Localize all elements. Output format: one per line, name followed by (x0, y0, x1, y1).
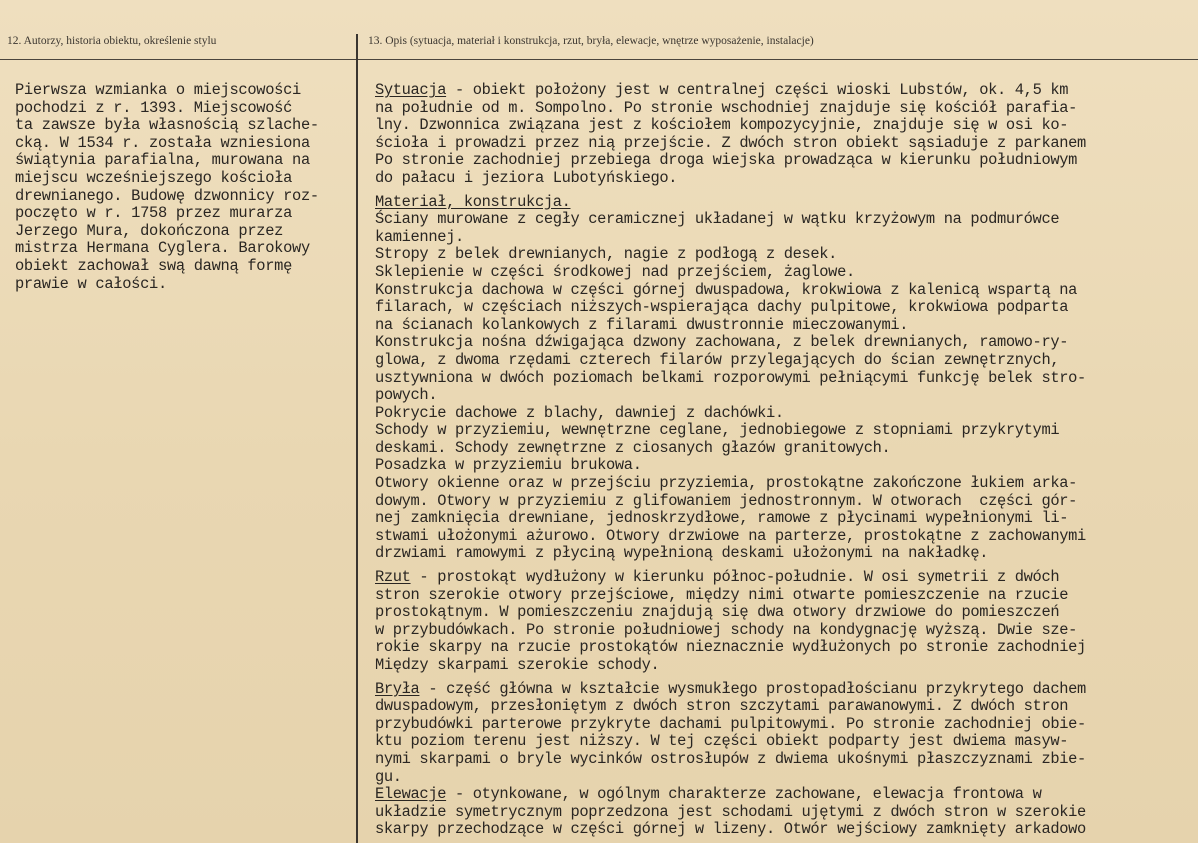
history-line: miejscu wcześniejszego kościoła (15, 168, 293, 187)
history-line: pochodzi z r. 1393. Miejscowość (15, 98, 293, 117)
sytuacja-line: Po stronie zachodniej przebiega droga wiejska prowadząca w kierunku południowym (375, 151, 1077, 170)
bryla-heading: Bryła (375, 679, 420, 698)
history-line: Pierwsza wzmianka o miejscowości (15, 81, 301, 99)
material-line: Schody w przyziemiu, wewnętrzne ceglane, jednobiegowe z stopniami przykrytymi (375, 421, 1060, 440)
rzut-first-line (375, 569, 1198, 587)
sytuacja-line: ścioła i prowadzi przez nią przejście. Z dwóch stron obiekt sąsiaduje z parkanem (375, 133, 1086, 152)
sytuacja-line: do pałacu i jeziora Lubotyńskiego. (375, 168, 678, 187)
history-line: poczęto w r. 1758 przez murarza (15, 204, 293, 223)
elewacje-first-line (375, 786, 1198, 804)
header-description: 13. Opis (sytuacja, materiał i konstrukcja, rzut, bryła, elewacje, wnętrze wyposażenie, instalacje) (368, 35, 814, 47)
sytuacja-heading: Sytuacja (375, 81, 447, 99)
sytuacja-first-line (375, 82, 1198, 100)
history-line: świątynia parafialna, murowana na (15, 151, 310, 170)
material-line: glowa, z dwoma rzędami czterech filarów przylegających do ścian zewnętrznych, (375, 350, 1060, 369)
history-line: Jerzego Mura, dokończona przez (15, 221, 284, 240)
rzut-line: w przybudówkach. Po stronie południowej schody na kondygnację wyższą. Dwie sze- (375, 620, 1077, 639)
material-line: nej zamknięcia drewniane, jednoskrzydłowe, ramowe z płycinami wypełnionymi li- (375, 509, 1069, 528)
rzut-heading: Rzut (375, 568, 411, 587)
elewacje-heading: Elewacje (375, 785, 447, 804)
bryla-line: gu. (375, 767, 402, 786)
bryla-line: - część główna w kształcie wysmukłego prostopadłościanu przykrytego dachem (419, 679, 1086, 698)
history-text (15, 82, 353, 293)
material-line: Pokrycie dachowe z blachy, dawniej z dachówki. (375, 403, 784, 422)
history-line: cką. W 1534 r. została wzniesiona (15, 133, 310, 152)
material-line: Stropy z belek drewnianych, nagie z podłogą z desek. (375, 245, 838, 264)
bryla-line: przybudówki parterowe przykryte dachami pulpitowymi. Po stronie zachodniej obie- (375, 714, 1086, 733)
history-line: drewnianego. Budowę dzwonnicy roz- (15, 186, 319, 205)
history-line: prawie w całości. (15, 274, 167, 293)
bryla-line: dwuspadowym, przesłoniętym z dwóch stron szczytami parawanowymi. Z dwóch stron (375, 697, 1069, 716)
elewacje-line: skarpy przechodzące w części górnej w lizeny. Otwór wejściowy zamknięty arkadowo (375, 820, 1086, 839)
header-authors-history: 12. Autorzy, historia obiektu, określenie stylu (7, 35, 217, 47)
material-line: usztywniona w dwóch poziomach belkami rozporowymi pełniącymi funkcję belek stro- (375, 368, 1086, 387)
material-line: stwami ułożonymi ażurowo. Otwory drzwiowe na parterze, prostokątne z zachowanymi (375, 526, 1086, 545)
history-line: obiekt zachował swą dawną formę (15, 256, 293, 275)
rzut-line: stron szerokie otwory przejściowe, między nimi otwarte pomieszczenie na rzucie (375, 585, 1069, 604)
material-line: na ścianach kolankowych z filarami dwustronnie mieczowanymi. (375, 315, 909, 334)
material-line: Ściany murowane z cegły ceramicznej układanej w wątku krzyżowym na podmurówce (375, 210, 1060, 229)
rzut-line: Między skarpami szerokie schody. (375, 656, 660, 674)
material-line: drzwiami ramowymi z płyciną wypełnioną deskami ułożonymi na nakładkę. (375, 544, 989, 563)
elewacje-line: - otynkowane, w ogólnym charakterze zachowane, elewacja frontowa w (446, 785, 1042, 804)
description-text (375, 82, 1198, 839)
history-line: mistrza Hermana Cyglera. Barokowy (15, 239, 310, 258)
material-line: filarach, w częściach niższych-wspierająca dachy pulpitowe, krokwiowa podparta (375, 298, 1069, 317)
material-line: Konstrukcja nośna dźwigająca dzwony zachowana, z belek drewnianych, ramowo-ry- (375, 333, 1069, 352)
sytuacja-line: na południe od m. Sompolno. Po stronie wschodniej znajduje się kościół parafia- (375, 98, 1077, 117)
rzut-line: rokie skarpy na rzucie prostokątów nieznacznie wydłużonych po stronie zachodniej (375, 638, 1086, 657)
elewacje-line: układzie symetrycznym poprzedzona jest schodami ujętymi z dwóch stron w szerokie (375, 802, 1086, 821)
material-line: dowym. Otwory w przyziemiu z glifowaniem jednostronnym. W otworach części gór- (375, 491, 1077, 510)
material-line: deskami. Schody zewnętrzne z ciosanych głazów granitowych. (375, 438, 891, 457)
column-divider (356, 34, 358, 843)
material-first-line (375, 194, 1198, 212)
sytuacja-line: lny. Dzwonnica związana jest z kościołem kompozycyjnie, znajduje się w osi ko- (375, 116, 1069, 135)
header-rule (0, 59, 1198, 60)
bryla-line: nymi skarpami o bryle wycinków ostrosłupów z dwiema ukośnymi płaszczyznami zbie- (375, 749, 1086, 768)
material-line: Posadzka w przyziemiu brukowa. (375, 456, 642, 475)
bryla-first-line (375, 681, 1198, 699)
history-line: ta zawsze była własnością szlache- (15, 116, 319, 135)
material-line: powych. (375, 386, 438, 405)
material-line: Sklepienie w części środkowej nad przejściem, żaglowe. (375, 262, 855, 281)
rzut-line: - prostokąt wydłużony w kierunku północ-południe. W osi symetrii z dwóch (410, 568, 1060, 587)
rzut-line: prostokątnym. W pomieszczeniu znajdują się dwa otwory drzwiowe do pomieszczeń (375, 603, 1060, 622)
material-line: Konstrukcja dachowa w części górnej dwuspadowa, krokwiowa z kalenicą wspartą na (375, 280, 1077, 299)
material-heading: Materiał, konstrukcja. (375, 192, 571, 211)
bryla-line: ktu poziom terenu jest niższy. W tej części obiekt podparty jest dwiema masyw- (375, 732, 1069, 751)
material-line: kamiennej. (375, 227, 464, 246)
material-line: Otwory okienne oraz w przejściu przyziemia, prostokątne zakończone łukiem arka- (375, 474, 1077, 493)
sytuacja-line: - obiekt położony jest w centralnej części wioski Lubstów, ok. 4,5 km (446, 81, 1069, 99)
